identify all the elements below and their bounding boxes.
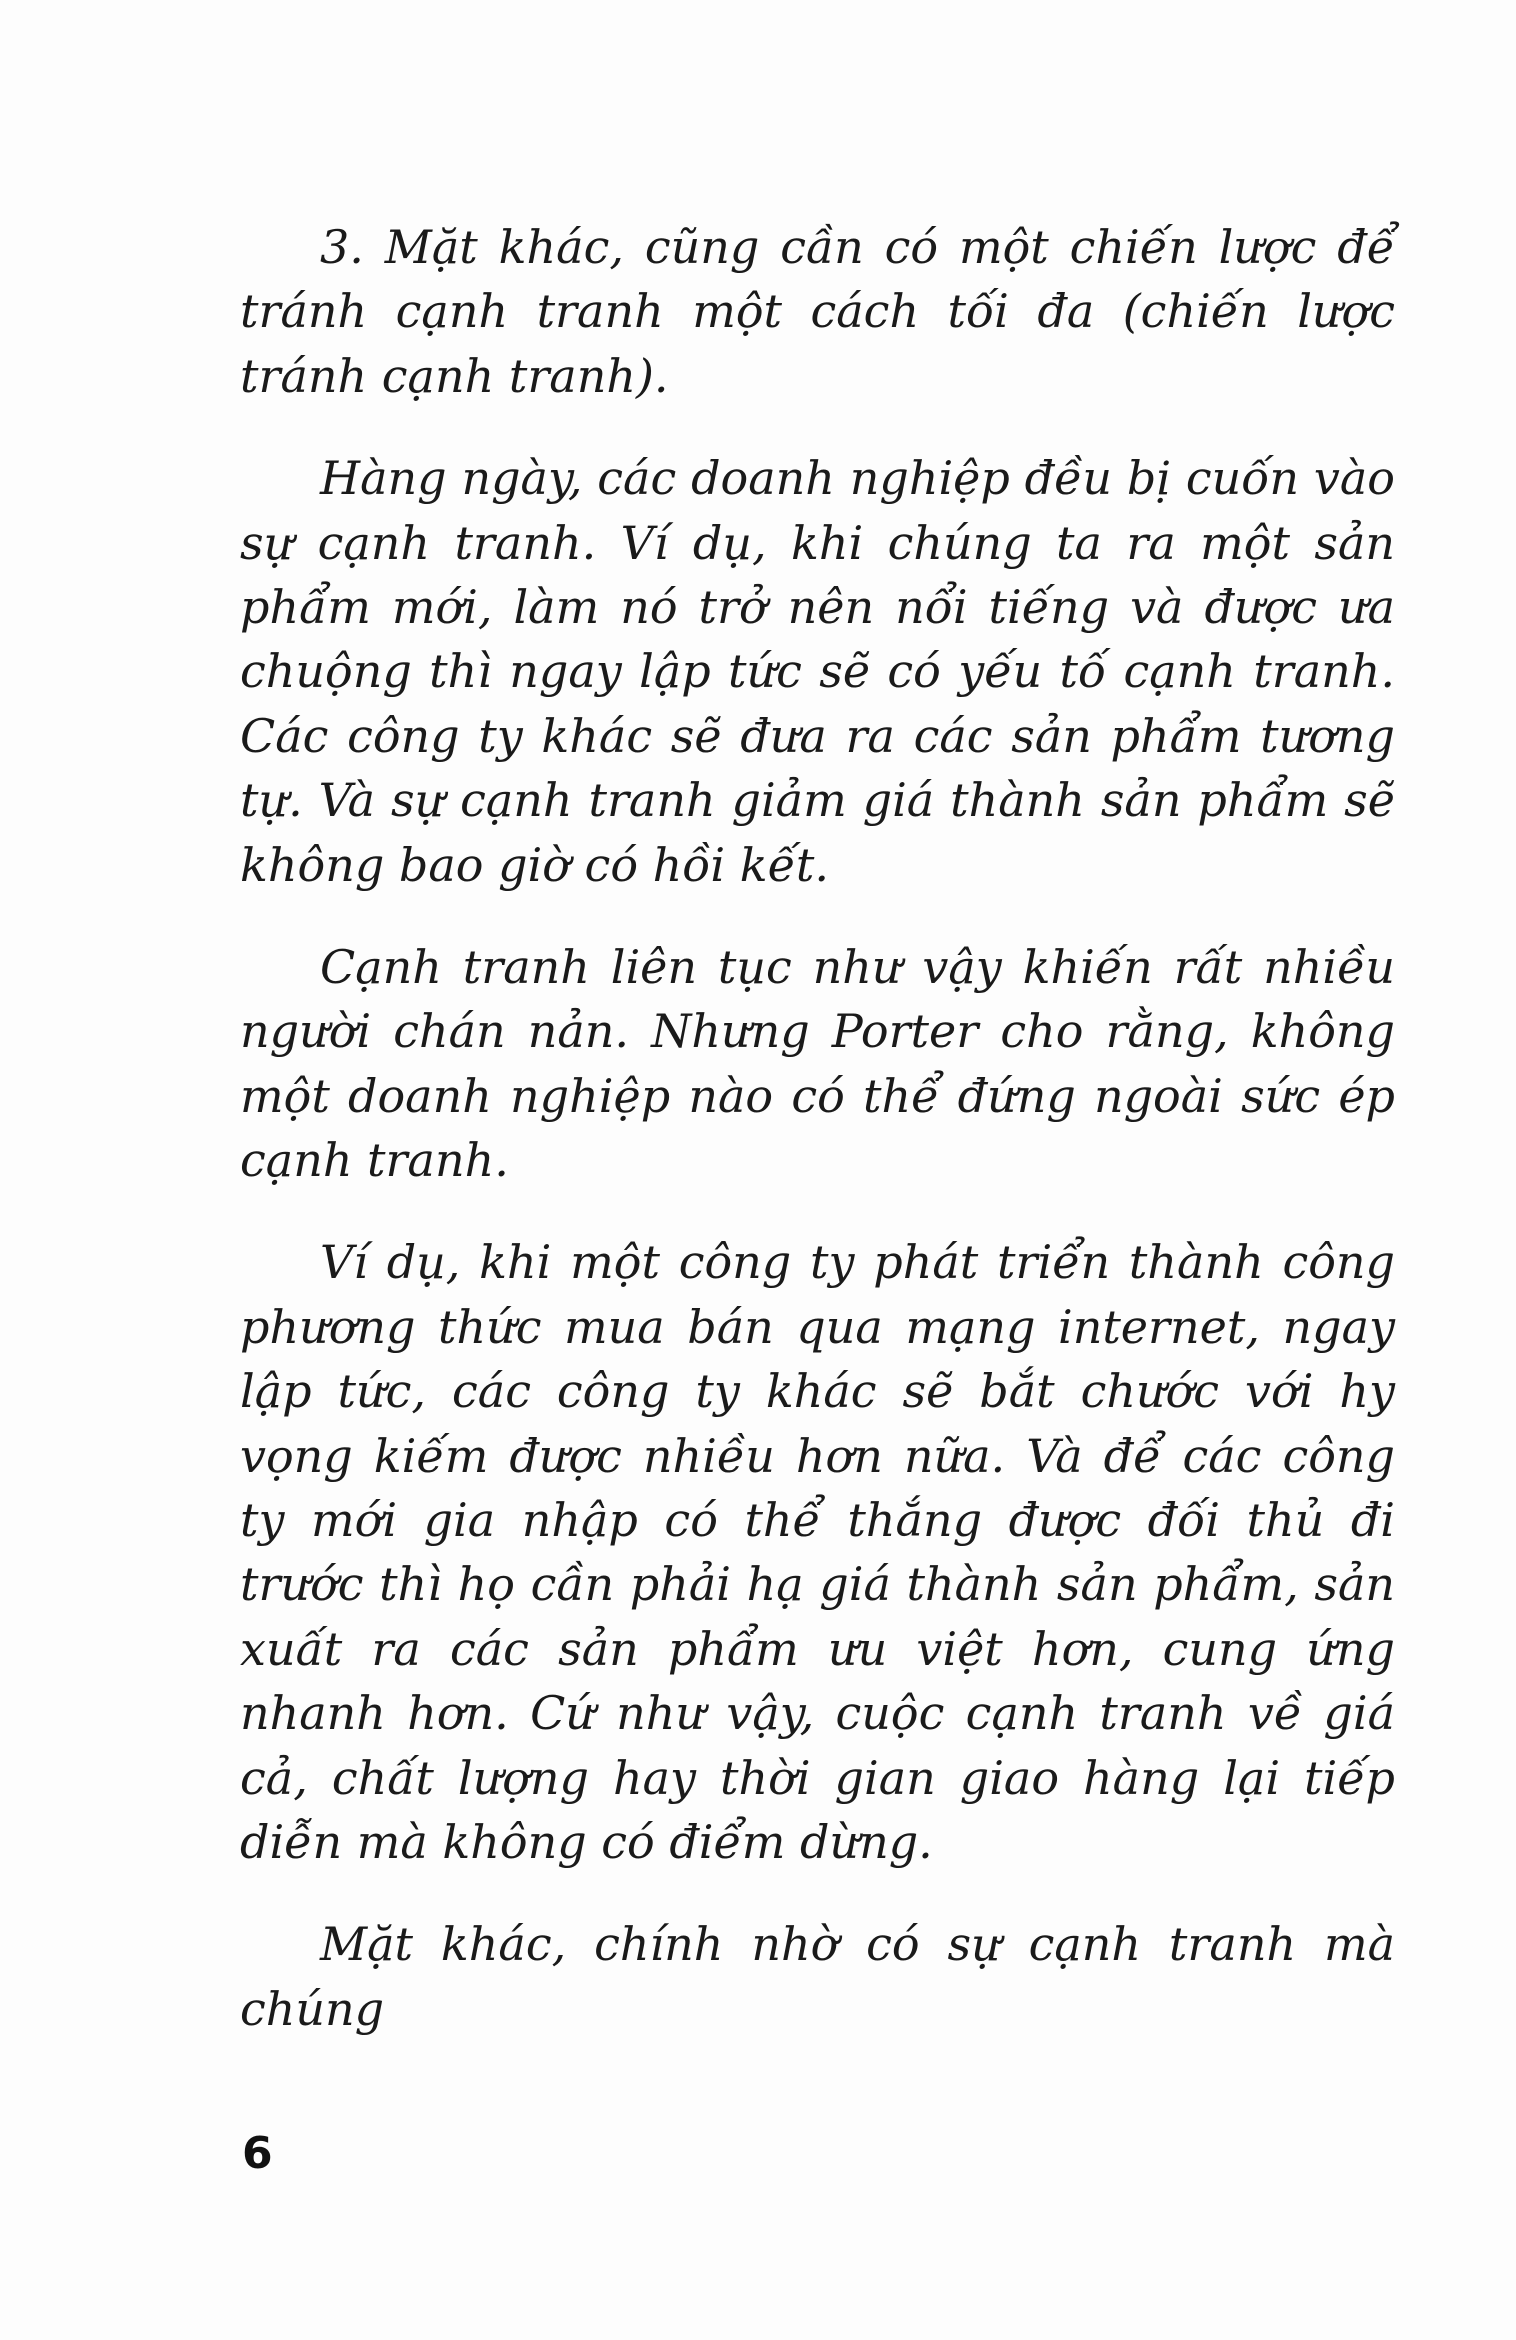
paragraph-3: Cạnh tranh liên tục như vậy khiến rất nhiều người chán nản. Nhưng Porter cho rằng, không một doanh nghiệp nào có thể đứng ngoài sức ép cạnh tranh.: [240, 939, 1395, 1188]
paragraph-1: 3. Mặt khác, cũng cần có một chiến lược để tránh cạnh tranh một cách tối đa (chiến lược tránh cạnh tranh).: [240, 220, 1395, 403]
paragraph-5: Mặt khác, chính nhờ có sự cạnh tranh mà chúng: [240, 1917, 1395, 2036]
paragraph-4: Ví dụ, khi một công ty phát triển thành công phương thức mua bán qua mạng internet, ngay lập tức, các công ty khác sẽ bắt chước với hy vọng kiếm được nhiều hơn nữa. Và để các công ty mới gia nhập có thể thắng được đối thủ đi trước thì họ cần phải hạ giá thành sản phẩm, sản xuất ra các sản phẩm ưu việt hơn, cung ứng nhanh hơn. Cứ như vậy, cuộc cạnh tranh về giá cả, chất lượng hay thời gian giao hàng lại tiếp diễn mà không có điểm dừng.: [240, 1235, 1395, 1869]
paragraph-2: Hàng ngày, các doanh nghiệp đều bị cuốn vào sự cạnh tranh. Ví dụ, khi chúng ta ra một sản phẩm mới, làm nó trở nên nổi tiếng và được ưa chuộng thì ngay lập tức sẽ có yếu tố cạnh tranh. Các công ty khác sẽ đưa ra các sản phẩm tương tự. Và sự cạnh tranh giảm giá thành sản phẩm sẽ không bao giờ có hồi kết.: [240, 451, 1395, 892]
page-number: 6: [242, 2128, 273, 2179]
page-body-text: [240, 215, 1395, 2079]
